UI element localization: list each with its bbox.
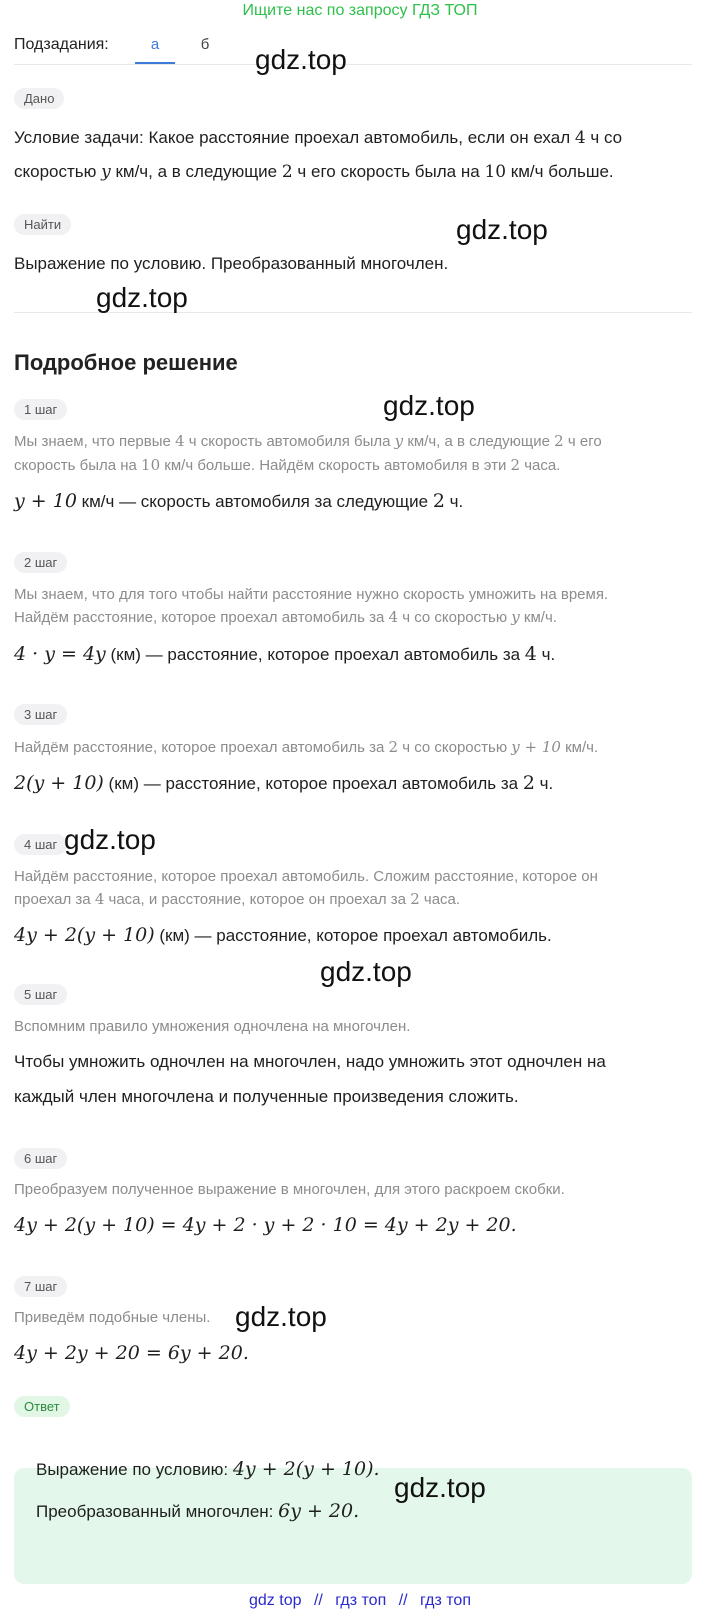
tab-subtask-a[interactable]: а	[150, 36, 160, 53]
answer-formula: 6y + 20.	[278, 1500, 360, 1522]
answer-formula: 4y + 2(y + 10).	[232, 1458, 380, 1480]
text: ч.	[536, 645, 556, 664]
formula: y + 10	[511, 738, 561, 756]
step-result	[14, 490, 463, 512]
step-result-formula: 4y + 2(y + 10) = 4y + 2 · y + 2 · 10 = 4y + 2y + 20.	[14, 1214, 517, 1236]
text: ч.	[534, 774, 554, 793]
step-4-chip-wrap	[14, 834, 67, 855]
text: (км) — расстояние, которое проехал автомобиль за	[103, 774, 523, 793]
step-6-chip-wrap	[14, 1148, 67, 1169]
footer-link[interactable]: gdz top	[249, 1592, 302, 1609]
text: км/ч, а в следующие	[403, 433, 555, 450]
step-7-chip-wrap	[14, 1276, 67, 1297]
footer-link[interactable]: гдз топ	[420, 1592, 471, 1609]
text: ч скорость автомобиля была	[184, 433, 395, 450]
step-note	[14, 736, 598, 759]
text: часа, и расстояние, которое он проехал за	[104, 891, 411, 908]
text: км/ч.	[560, 739, 599, 756]
text: ч со	[585, 128, 623, 147]
answer-chip-wrap	[14, 1396, 70, 1417]
subtasks-label: Подзадания:	[14, 36, 109, 53]
number: 10	[141, 456, 161, 474]
step-result: каждый член многочлена и полученные произведения сложить.	[14, 1087, 519, 1106]
step-note	[14, 606, 557, 629]
step-note: Преобразуем полученное выражение в многочлен, для этого раскроем скобки.	[14, 1181, 565, 1198]
step-note: Приведём подобные члены.	[14, 1309, 211, 1326]
text: км/ч, а в следующие	[110, 162, 282, 181]
step-result-formula: 4y + 2y + 20 = 6y + 20.	[14, 1342, 249, 1364]
given-chip: Дано	[14, 88, 64, 109]
text: (км) — расстояние, которое проехал автомобиль.	[154, 926, 552, 945]
step-5-chip-wrap	[14, 984, 67, 1005]
footer-separator: //	[398, 1592, 408, 1609]
step-result	[14, 924, 552, 946]
watermark: gdz.top	[255, 44, 347, 75]
number: 10	[484, 162, 507, 182]
step-note	[14, 430, 602, 453]
number: 2	[410, 890, 420, 908]
text: (км) — расстояние, которое проехал автомобиль за	[105, 645, 525, 664]
step-result	[14, 643, 555, 665]
text: ч со скоростью	[398, 739, 512, 756]
promo-banner[interactable]: Ищите нас по запросу ГДЗ ТОП	[242, 2, 478, 19]
answer-line-polynomial	[36, 1500, 359, 1522]
text: км/ч больше.	[506, 162, 614, 181]
text: скорость была на	[14, 457, 142, 474]
watermark: gdz.top	[96, 282, 188, 313]
number: 4	[574, 128, 586, 148]
given-chip-wrap	[14, 88, 64, 109]
variable: y	[101, 162, 111, 182]
find-text: Выражение по условию. Преобразованный многочлен.	[14, 254, 449, 273]
given-text-line-1	[14, 120, 622, 156]
number: 2	[388, 738, 399, 756]
footer-link[interactable]: гдз топ	[335, 1592, 387, 1609]
step-chip: 4 шаг	[14, 834, 67, 855]
step-chip: 5 шаг	[14, 984, 67, 1005]
step-chip: 2 шаг	[14, 552, 67, 573]
formula: 4 · y = 4y	[14, 643, 106, 665]
number: 4	[94, 890, 105, 908]
number: 2	[432, 490, 445, 512]
divider	[14, 64, 692, 65]
text: км/ч больше. Найдём скорость автомобиля в эти	[160, 457, 511, 474]
text: ч его	[563, 433, 602, 450]
answer-label: Выражение по условию:	[36, 1460, 233, 1479]
number: 4	[388, 608, 399, 626]
text: проехал за	[14, 891, 95, 908]
text: Найдём расстояние, которое проехал автомобиль за	[14, 739, 389, 756]
footer-links	[0, 1592, 720, 1610]
text: Условие задачи: Какое расстояние проехал автомобиль, если он ехал	[14, 128, 575, 147]
formula: 2(y + 10)	[14, 772, 104, 794]
tab-subtask-b[interactable]: б	[200, 36, 210, 53]
text: ч.	[444, 492, 464, 511]
watermark: gdz.top	[394, 1472, 486, 1503]
text: ч его скорость была на	[292, 162, 485, 181]
watermark: gdz.top	[320, 956, 412, 987]
solution-heading: Подробное решение	[14, 350, 238, 375]
step-chip: 3 шаг	[14, 704, 67, 725]
step-result: Чтобы умножить одночлен на многочлен, надо умножить этот одночлен на	[14, 1052, 606, 1071]
number: 2	[554, 432, 564, 450]
watermark: gdz.top	[235, 1301, 327, 1332]
watermark: gdz.top	[383, 390, 475, 421]
find-chip: Найти	[14, 214, 71, 235]
step-note: Найдём расстояние, которое проехал автомобиль. Сложим расстояние, которое он	[14, 868, 598, 885]
text: Найдём расстояние, которое проехал автомобиль за	[14, 609, 389, 626]
number: 2	[510, 456, 521, 474]
watermark: gdz.top	[456, 214, 548, 245]
step-result	[14, 772, 553, 794]
footer-separator: //	[313, 1592, 323, 1609]
answer-line-expression	[36, 1458, 380, 1480]
text: Мы знаем, что первые	[14, 433, 176, 450]
watermark: gdz.top	[64, 824, 156, 855]
answer-label: Преобразованный многочлен:	[36, 1502, 279, 1521]
step-chip: 6 шаг	[14, 1148, 67, 1169]
text: км/ч — скорость автомобиля за следующие	[76, 492, 433, 511]
variable: y	[394, 432, 404, 450]
text: часа.	[419, 891, 461, 908]
step-note: Мы знаем, что для того чтобы найти расстояние нужно скорость умножить на время.	[14, 586, 609, 603]
step-chip: 1 шаг	[14, 399, 67, 420]
text: км/ч.	[519, 609, 557, 626]
answer-box	[14, 1468, 692, 1584]
number: 4	[175, 432, 185, 450]
step-chip: 7 шаг	[14, 1276, 67, 1297]
answer-chip: Ответ	[14, 1396, 70, 1417]
step-note: Вспомним правило умножения одночлена на многочлен.	[14, 1018, 411, 1035]
number: 4	[524, 643, 537, 665]
text: скоростью	[14, 162, 102, 181]
step-1-chip-wrap	[14, 399, 67, 420]
text: часа.	[520, 457, 561, 474]
formula: y + 10	[14, 490, 77, 512]
formula: 4y + 2(y + 10)	[14, 924, 155, 946]
variable: y	[511, 608, 520, 626]
step-3-chip-wrap	[14, 704, 67, 725]
given-text-line-2	[14, 154, 614, 190]
step-note	[14, 888, 460, 911]
number: 2	[522, 772, 535, 794]
step-2-chip-wrap	[14, 552, 67, 573]
step-note	[14, 454, 560, 477]
find-chip-wrap	[14, 214, 71, 235]
text: ч со скоростью	[398, 609, 512, 626]
number: 2	[281, 162, 293, 182]
